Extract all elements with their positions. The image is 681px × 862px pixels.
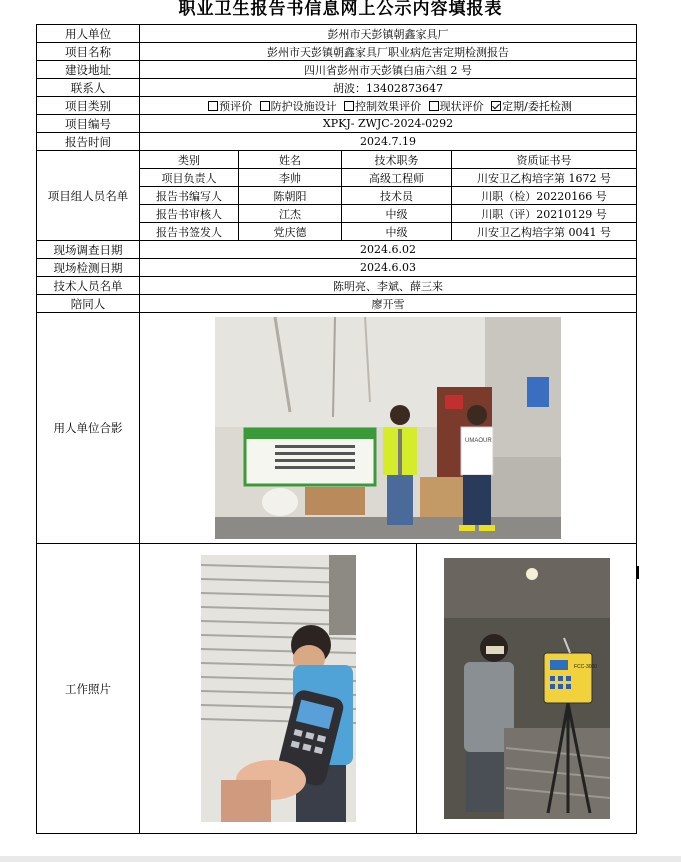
member-category: 报告书签发人: [140, 223, 239, 241]
work-photo-cell-1: [140, 544, 417, 834]
work-photo-2: [444, 558, 610, 819]
checkbox-status-evaluation[interactable]: [429, 101, 439, 111]
member-category: 报告书审核人: [140, 205, 239, 223]
member-title: 技术员: [342, 187, 452, 205]
member-category: 项目负责人: [140, 169, 239, 187]
row-test-date: [37, 259, 637, 277]
member-cert: 川安卫乙构培字第 0041 号: [452, 223, 637, 241]
option-control-effect[interactable]: 控制效果评价: [340, 100, 421, 113]
work-photo-2-image: [444, 558, 610, 819]
bottom-scroll-strip: [0, 856, 681, 862]
address-label: 建设地址: [37, 61, 140, 79]
member-title: 高级工程师: [342, 169, 452, 187]
work-photo-1-image: [201, 555, 356, 822]
member-title: 中级: [342, 223, 452, 241]
employer-label: 用人单位: [37, 25, 140, 43]
text-cursor: [637, 566, 639, 579]
member-cert: 川安卫乙构培字第 1672 号: [452, 169, 637, 187]
report-time-label: 报告时间: [37, 133, 140, 151]
employer-value: 彭州市天彭镇朝鑫家具厂: [140, 25, 637, 43]
contact-label: 联系人: [37, 79, 140, 97]
project-no-value: XPKJ- ZWJC-2024-0292: [140, 115, 637, 133]
row-project-no: [37, 115, 637, 133]
member-title: 中级: [342, 205, 452, 223]
row-group-photo: [37, 313, 637, 544]
project-name-value: 彭州市天彭镇朝鑫家具厂职业病危害定期检测报告: [140, 43, 637, 61]
work-photo-cell-2: [417, 544, 637, 834]
group-photo-label: 用人单位合影: [37, 313, 140, 544]
contact-value: 胡波：13402873647: [140, 79, 637, 97]
report-time-value: 2024.7.19: [140, 133, 637, 151]
member-name: 陈朝阳: [239, 187, 342, 205]
row-accompany: [37, 295, 637, 313]
member-name: 江杰: [239, 205, 342, 223]
accompany-value: 廖开雪: [140, 295, 637, 313]
test-date-label: 现场检测日期: [37, 259, 140, 277]
page-title: 职业卫生报告书信息网上公示内容填报表: [178, 0, 503, 19]
disclosure-form-table: [36, 24, 637, 834]
checkbox-control-effect[interactable]: [344, 101, 354, 111]
row-survey-date: [37, 241, 637, 259]
project-type-options: [140, 97, 637, 115]
team-header-cert: 资质证书号: [452, 151, 637, 169]
row-work-photos: [37, 544, 637, 834]
row-technicians: [37, 277, 637, 295]
team-header-row: [37, 151, 637, 169]
accompany-label: 陪同人: [37, 295, 140, 313]
member-cert: 川职（检）20220166 号: [452, 187, 637, 205]
project-no-label: 项目编号: [37, 115, 140, 133]
team-header-category: 类别: [140, 151, 239, 169]
group-photo-image: [215, 317, 561, 539]
address-value: 四川省彭州市天彭镇白庙六组 2 号: [140, 61, 637, 79]
shirt-text: UMAOUR: [465, 438, 492, 444]
device-brand-text: FCC-3000: [573, 664, 597, 670]
row-contact: [37, 79, 637, 97]
option-status-evaluation[interactable]: 现状评价: [425, 100, 484, 113]
row-report-time: [37, 133, 637, 151]
technicians-value: 陈明亮、李斌、薛三来: [140, 277, 637, 295]
team-header-title: 技术职务: [342, 151, 452, 169]
option-protection-design[interactable]: 防护设施设计: [256, 100, 337, 113]
row-project-name: [37, 43, 637, 61]
row-address: [37, 61, 637, 79]
option-periodic-testing[interactable]: 定期/委托检测: [487, 100, 572, 113]
checkbox-pre-evaluation[interactable]: [208, 101, 218, 111]
group-photo-cell: [140, 313, 637, 544]
work-photo-1: [201, 555, 356, 822]
project-name-label: 项目名称: [37, 43, 140, 61]
group-photo: [215, 317, 561, 539]
member-name: 党庆德: [239, 223, 342, 241]
team-label: 项目组人员名单: [37, 151, 140, 241]
team-header-name: 姓名: [239, 151, 342, 169]
work-photos-label: 工作照片: [37, 544, 140, 834]
technicians-label: 技术人员名单: [37, 277, 140, 295]
member-name: 李帅: [239, 169, 342, 187]
test-date-value: 2024.6.03: [140, 259, 637, 277]
project-type-label: 项目类别: [37, 97, 140, 115]
survey-date-value: 2024.6.02: [140, 241, 637, 259]
row-project-type: [37, 97, 637, 115]
option-pre-evaluation[interactable]: 预评价: [204, 100, 252, 113]
survey-date-label: 现场调查日期: [37, 241, 140, 259]
row-employer: [37, 25, 637, 43]
member-cert: 川职（评）20210129 号: [452, 205, 637, 223]
checkbox-protection-design[interactable]: [260, 101, 270, 111]
member-category: 报告书编写人: [140, 187, 239, 205]
checkbox-periodic-testing[interactable]: [491, 101, 501, 111]
